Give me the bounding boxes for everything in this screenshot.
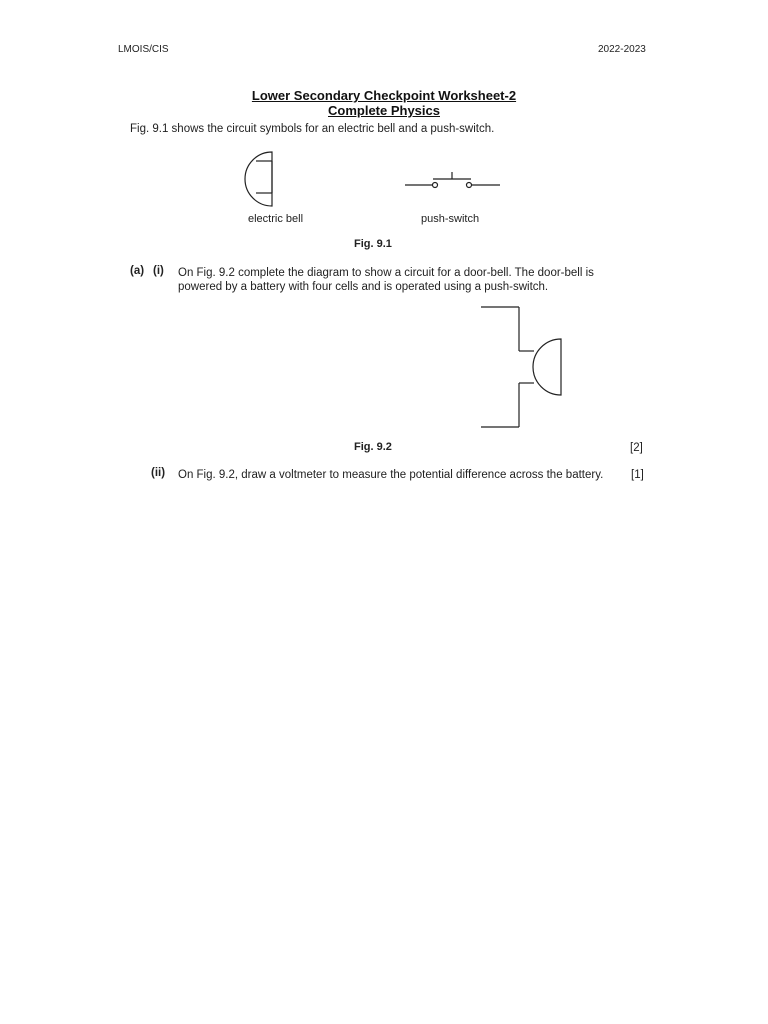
question-a-ii-text: On Fig. 9.2, draw a voltmeter to measure the potential difference across the battery. — [178, 469, 604, 481]
header-right: 2022-2023 — [598, 44, 646, 55]
push-switch-symbol — [405, 172, 500, 188]
question-a-i-line1: On Fig. 9.2 complete the diagram to show a circuit for a door-bell. The door-bell is — [178, 267, 594, 279]
question-sub-ii: (ii) — [151, 467, 166, 479]
electric-bell-label: electric bell — [248, 213, 304, 225]
worksheet-title: Lower Secondary Checkpoint Worksheet-2 — [251, 88, 517, 103]
fig-9-2-caption: Fig. 9.2 — [354, 441, 392, 453]
marks-a-ii: [1] — [631, 469, 644, 481]
push-switch-label: push-switch — [421, 213, 480, 225]
question-part-a: (a) — [130, 265, 145, 277]
electric-bell-symbol — [245, 152, 284, 206]
marks-a-i: [2] — [630, 442, 643, 454]
fig-9-2-partial-circuit — [481, 307, 561, 427]
worksheet-subtitle: Complete Physics — [328, 103, 440, 118]
question-a-i-line2: powered by a battery with four cells and is operated using a push-switch. — [178, 281, 549, 293]
question-sub-i: (i) — [153, 265, 164, 277]
fig-9-1-caption: Fig. 9.1 — [354, 238, 392, 250]
header-left: LMOIS/CIS — [118, 44, 169, 55]
intro-text: Fig. 9.1 shows the circuit symbols for an electric bell and a push-switch. — [130, 123, 495, 135]
